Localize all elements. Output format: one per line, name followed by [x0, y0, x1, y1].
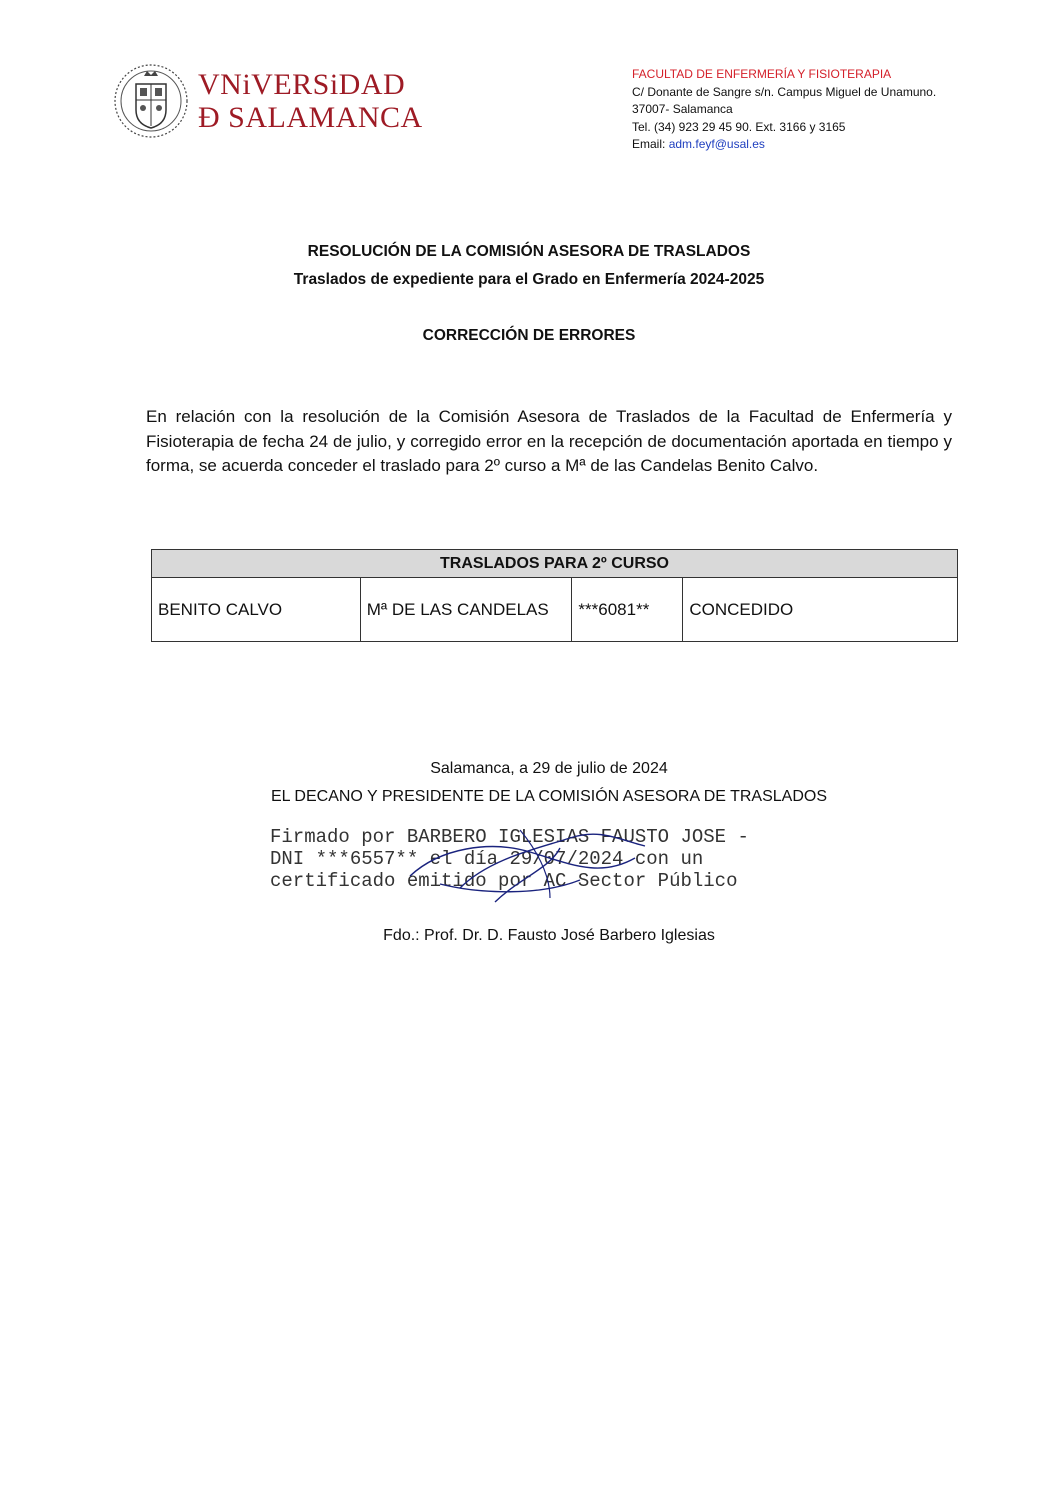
- cell-first-name: Mª DE LAS CANDELAS: [360, 578, 572, 642]
- faculty-contact-block: [632, 66, 936, 154]
- faculty-phone: Tel. (34) 923 29 45 90. Ext. 3166 y 3165: [632, 119, 846, 134]
- correction-heading: CORRECCIÓN DE ERRORES: [422, 327, 636, 344]
- table-row: [152, 578, 958, 642]
- digital-signature-line1: Firmado por BARBERO IGLESIAS FAUSTO JOSE -: [270, 826, 749, 848]
- resolution-subtitle: Traslados de expediente para el Grado en Enfermería 2024-2025: [293, 271, 765, 288]
- resolution-title: RESOLUCIÓN DE LA COMISIÓN ASESORA DE TRASLADOS: [307, 243, 751, 260]
- faculty-city: 37007- Salamanca: [632, 102, 733, 116]
- table-header: TRASLADOS PARA 2º CURSO: [152, 550, 958, 578]
- email-label: Email:: [632, 137, 669, 151]
- signer-role: EL DECANO Y PRESIDENTE DE LA COMISIÓN ASESORA DE TRASLADOS: [270, 788, 828, 805]
- place-date: Salamanca, a 29 de julio de 2024: [430, 760, 668, 777]
- transfers-table: [151, 549, 958, 642]
- resolution-body: En relación con la resolución de la Comisión Asesora de Traslados de la Facultad de Enfermería y Fisioterapia de fecha 24 de julio, y corregido error en la recepción de documentación aportada en tiempo y forma, se acuerda conceder el traslado para 2º curso a Mª de las Candelas Benito Calvo.: [146, 407, 952, 475]
- digital-signature-line2: DNI ***6557** el día 29/07/2024 con un: [270, 848, 704, 870]
- university-wordmark-line2: Ð SALAMANCA: [198, 101, 423, 134]
- cell-dni: ***6081**: [572, 578, 683, 642]
- cell-status: CONCEDIDO: [683, 578, 958, 642]
- digital-signature-line3: certificado emitido por AC Sector Público: [270, 870, 738, 892]
- cell-surname: BENITO CALVO: [152, 578, 361, 642]
- university-logo: [112, 62, 423, 140]
- email-link[interactable]: adm.feyf@usal.es: [668, 137, 765, 151]
- university-wordmark-line1: VNiVERSiDAD: [198, 68, 406, 101]
- table-header-row: [152, 550, 958, 578]
- university-seal-icon: [112, 62, 190, 140]
- university-wordmark: [198, 68, 423, 134]
- faculty-name: FACULTAD DE ENFERMERÍA Y FISIOTERAPIA: [632, 67, 892, 81]
- faculty-email-line: [632, 136, 936, 154]
- signed-by: Fdo.: Prof. Dr. D. Fausto José Barbero Iglesias: [383, 927, 715, 944]
- faculty-address: C/ Donante de Sangre s/n. Campus Miguel de Unamuno.: [632, 84, 937, 99]
- handwritten-signature-icon: [400, 818, 660, 908]
